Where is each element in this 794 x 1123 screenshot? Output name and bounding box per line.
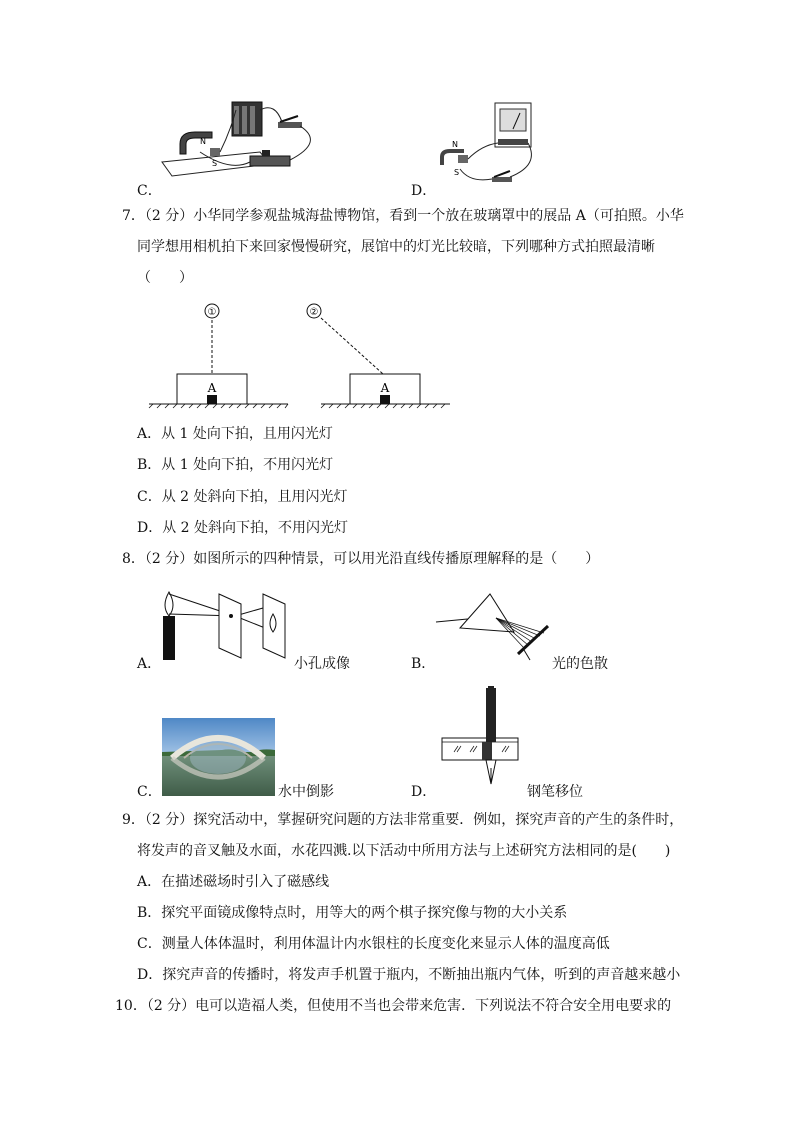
q8-option-b-caption: 光的色散 <box>552 656 608 672</box>
q8-option-d-caption: 钢笔移位 <box>527 784 583 800</box>
q7-stem-line2: 同学想用相机拍下来回家慢慢研究，展馆中的灯光比较暗，下列哪种方式拍照最清晰 <box>137 239 655 255</box>
magnet-s-label-d: S <box>454 168 460 177</box>
q7-option-d[interactable]: D．从 2 处斜向下拍，不用闪光灯 <box>137 520 349 536</box>
q9-option-a[interactable]: A．在描述磁场时引入了磁感线 <box>137 874 330 890</box>
position-2-label: ② <box>309 307 319 318</box>
q8-option-d-label[interactable]: D． <box>411 784 437 800</box>
water-reflection-photo <box>162 718 275 796</box>
q9-option-c[interactable]: C．测量人体体温时，利用体温计内水银柱的长度变化来显示人体的温度高低 <box>137 936 610 952</box>
q8-stem: 8．（2 分）如图所示的四种情景，可以用光沿直线传播原理解释的是（ ） <box>122 551 600 567</box>
q9-option-b[interactable]: B．探究平面镜成像特点时，用等大的两个棋子探究像与物的大小关系 <box>137 905 568 921</box>
q8-option-a-caption: 小孔成像 <box>294 656 350 672</box>
light-dispersion-figure <box>432 588 557 668</box>
apparatus-figure-d <box>430 95 560 190</box>
pinhole-imaging-figure <box>155 586 295 661</box>
q9-option-d[interactable]: D．探究声音的传播时，将发声手机置于瓶内，不断抽出瓶内气体，听到的声音越来越小 <box>137 967 681 983</box>
magnet-n-label-d: N <box>452 140 458 149</box>
magnet-n-label: N <box>200 137 206 146</box>
q7-option-b[interactable]: B．从 1 处向下拍，不用闪光灯 <box>137 457 334 473</box>
q7-stem-line1: 7．（2 分）小华同学参观盐城海盐博物馆，看到一个放在玻璃罩中的展品 A（可拍照。小华 <box>122 208 684 224</box>
q8-option-c-caption: 水中倒影 <box>278 784 334 800</box>
q9-stem-line1: 9．（2 分）探究活动中，掌握研究问题的方法非常重要．例如，探究声音的产生的条件时， <box>122 812 684 828</box>
q9-stem-line2: 将发声的音叉触及水面，水花四溅.以下活动中所用方法与上述研究方法相同的是( ) <box>137 843 671 859</box>
q7-option-c[interactable]: C．从 2 处斜向下拍，且用闪光灯 <box>137 489 348 505</box>
exhibit-a-label-1: A <box>207 381 217 395</box>
q7-stem-line3: （ ） <box>137 270 193 286</box>
apparatus-figure-c <box>150 92 340 184</box>
q10-stem-line1: 10．（2 分）电可以造福人类，但使用不当也会带来危害．下列说法不符合安全用电要求的 <box>115 998 672 1014</box>
pen-displacement-figure <box>440 686 520 792</box>
exhibit-a-label-2: A <box>380 381 390 395</box>
option-d-label: D． <box>411 183 437 199</box>
q8-option-a-label[interactable]: A． <box>137 656 162 672</box>
option-c-label: C． <box>137 183 162 199</box>
q8-option-c-label[interactable]: C． <box>137 784 162 800</box>
q7-option-a[interactable]: A．从 1 处向下拍，且用闪光灯 <box>137 426 333 442</box>
q8-option-b-label[interactable]: B． <box>411 656 436 672</box>
q7-camera-position-figure <box>145 300 455 412</box>
magnet-s-label: S <box>212 159 218 168</box>
position-1-label: ① <box>207 307 217 318</box>
